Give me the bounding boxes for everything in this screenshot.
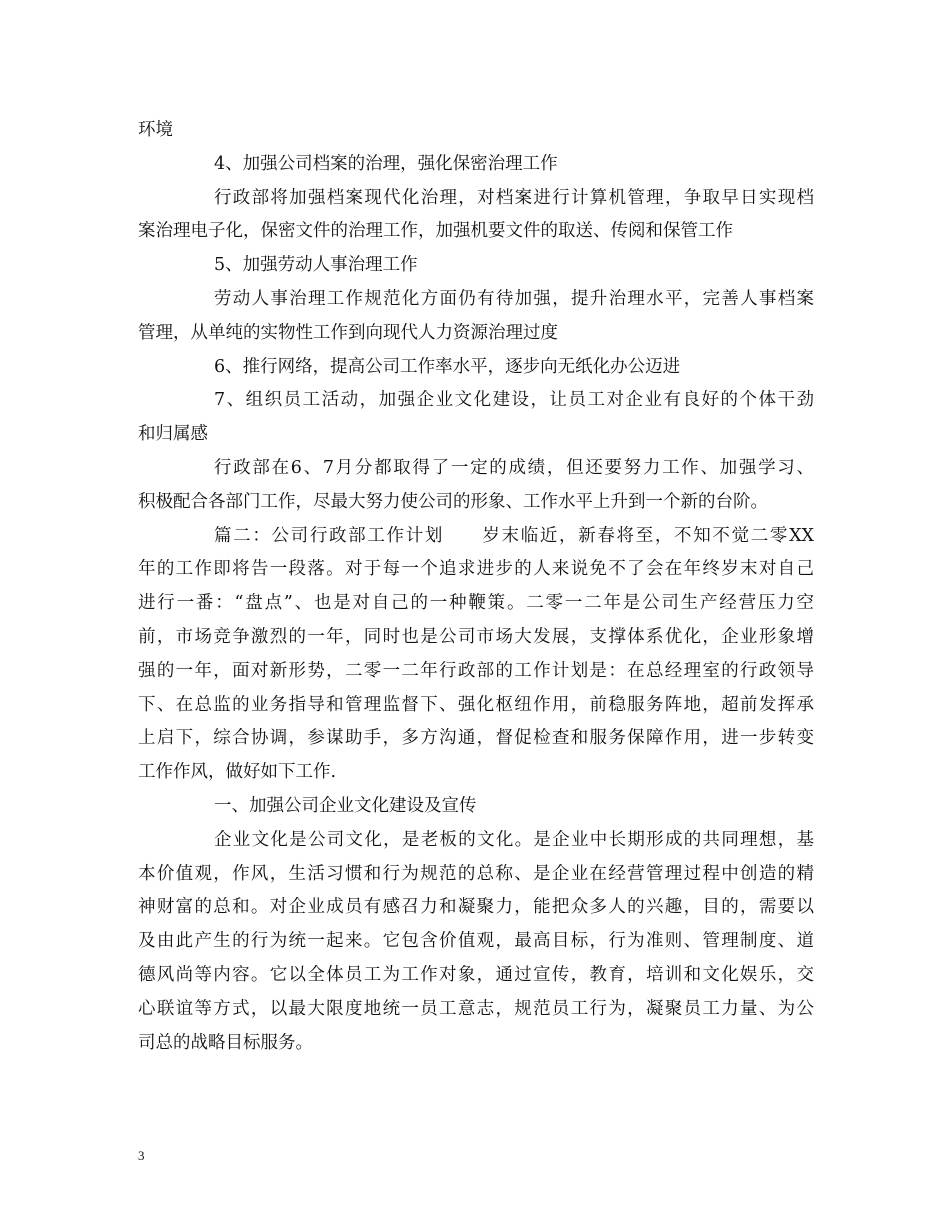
text-line: 和归属感 xyxy=(138,424,208,445)
section-heading: 4、加强公司档案的治理，强化保密治理工作 xyxy=(214,153,558,174)
text-line: 强的一年，面对新形势，二零一二年行政部的工作计划是：在总经理室的行政领导 xyxy=(138,660,814,681)
text-line: 环境 xyxy=(138,120,173,140)
text-line: 工作作风，做好如下工作. xyxy=(138,762,337,783)
text-line: 行政部将加强档案现代化治理，对档案进行计算机管理，争取早日实现档 xyxy=(214,187,814,208)
section-heading: 5、加强劳动人事治理工作 xyxy=(214,255,418,276)
text-line: 神财富的总和。对企业成员有感召力和凝聚力，能把众多人的兴趣，目的，需要以 xyxy=(138,897,814,918)
text-line: 管理，从单纯的实物性工作到向现代人力资源治理过度 xyxy=(138,322,558,343)
text-line: 前，市场竞争激烈的一年，同时也是公司市场大发展，支撑体系优化，企业形象增 xyxy=(138,626,814,647)
text-line: 积极配合各部门工作，尽最大努力使公司的形象、工作水平上升到一个新的台阶。 xyxy=(138,491,768,512)
text-line: 企业文化是公司文化，是老板的文化。是企业中长期形成的共同理想，基 xyxy=(214,829,814,850)
text-line: 进行一番：“盘点”、也是对自己的一种鞭策。二零一二年是公司生产经营压力空 xyxy=(138,593,814,614)
text-line: 年的工作即将告一段落。对于每一个追求进步的人来说免不了会在年终岁末对自己 xyxy=(138,559,814,580)
text-line: 本价值观，作风，生活习惯和行为规范的总称、是企业在经营管理过程中创造的精 xyxy=(138,863,814,884)
section-heading: 7、组织员工活动，加强企业文化建设，让员工对企业有良好的个体干劲 xyxy=(214,390,814,411)
section-heading: 6、推行网络，提高公司工作率水平，逐步向无纸化办公迈进 xyxy=(214,356,681,377)
text-line: 上启下，综合协调，参谋助手，多方沟通，督促检查和服务保障作用，进一步转变 xyxy=(138,728,814,749)
text-line: 及由此产生的行为统一起来。它包含价值观，最高目标，行为准则、管理制度、道 xyxy=(138,931,814,952)
text-line: 德风尚等内容。它以全体员工为工作对象，通过宣传，教育，培训和文化娱乐，交 xyxy=(138,964,814,985)
text-line: 心联谊等方式，以最大限度地统一员工意志，规范员工行为，凝聚员工力量、为公 xyxy=(138,998,814,1019)
page-number: 3 xyxy=(138,1148,145,1163)
text-line: 案治理电子化，保密文件的治理工作，加强机要文件的取送、传阅和保管工作 xyxy=(138,221,733,242)
text-line: 行政部在6、7月分都取得了一定的成绩，但还要努力工作、加强学习、 xyxy=(214,457,814,478)
text-line: 司总的战略目标服务。 xyxy=(138,1032,313,1053)
text-line: 下、在总监的业务指导和管理监督下、强化枢纽作用，前稳服务阵地，超前发挥承 xyxy=(138,694,814,715)
article-title-line: 篇二：公司行政部工作计划 岁末临近，新春将至，不知不觉二零XX xyxy=(214,525,814,546)
section-heading: 一、加强公司企业文化建设及宣传 xyxy=(214,795,477,816)
document-body xyxy=(138,114,814,1060)
text-line: 劳动人事治理工作规范化方面仍有待加强，提升治理水平，完善人事档案 xyxy=(214,288,814,309)
